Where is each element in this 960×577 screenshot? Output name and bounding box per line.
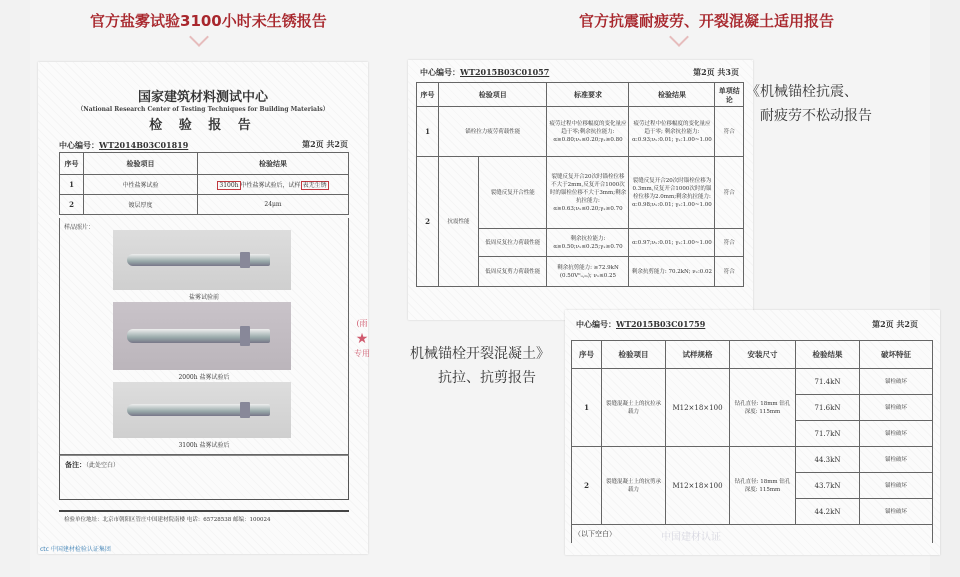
table-row: 44.2kN 锚栓破坏: [572, 499, 933, 525]
header-result: 检验结果: [198, 153, 349, 175]
remarks-box: 备注：（此处空白）: [59, 455, 349, 500]
header-no: 序号: [60, 153, 84, 175]
seismic-fatigue-table: 序号 检验项目 标准要求 检验结果 单项结论 1 锚栓拉力疲劳荷载性能 疲劳过程中位移幅度的变化量应趋于零;剩余抗拉能力: α≥0.80;νₓ≤0.20;γₓ≥0.80 疲劳过程中位移幅度的变化量应趋于零; 剩余抗拉能力: α:0.93;νₓ:0.01; γₓ:1.00~1.00 符合 2 抗震性能 裂缝反复开合性能 裂缝反复开合20次时锚栓位移不大于2mm,反复开合1000次时的锚栓位移不大于3mm;剩余抗拉能力: α≥0.63;νₓ≤0.20;γₓ≥0.70 裂缝反复开合20次时锚栓位移为0.3mm,反复开合1000次时的锚栓位移为2.0mm;剩余抗拉能力: α:0.98;νₓ:0.01; γₓ:1.00~1.00 符合 低周反复拉力荷载性能 剩余抗拉能力: α≥0.50;νₓ≤0.25;γₓ≥0.70 α:0.97;νₓ:0.01; γₓ:1.00~1.00 符合 低周反复剪力荷载性能 剩余抗剪能力: ≥72.9kN (0.50V⁰ᵤ,ₘ); νₓ≤0.25 剩余抗剪能力: 70.2kN; νₓ:0.02 符合: [416, 82, 744, 287]
highlight-3100h: 3100h: [219, 182, 239, 189]
headline-seismic-fatigue: 官方抗震耐疲劳、开裂混凝土适用报告: [579, 12, 835, 30]
org-name-en: （National Research Center of Testing Techniques for Building Materials）: [77, 106, 329, 113]
page-indicator: 第2页 共3页: [693, 67, 739, 77]
star-icon: ★: [355, 331, 369, 347]
sample-photos: 样品照片： 盐雾试验前 2000h 盐雾试验后 3100h 盐雾试验后: [59, 218, 349, 455]
blank-note: （以下空白）: [572, 525, 933, 543]
table-row: 1 中性盐雾试验 3100h 中性盐雾试验后，试样 表无生锈: [60, 175, 349, 195]
center-number: 中心编号：WT2015B03C01759: [576, 319, 706, 329]
photo-2000h: [113, 302, 291, 370]
headline-salt-spray: 官方盐雾试验3100小时未生锈报告: [90, 12, 327, 30]
header-item: 检验项目: [84, 153, 198, 175]
highlight-no-rust: 表无生锈: [302, 182, 327, 189]
table-row: 低周反复剪力荷载性能 剩余抗剪能力: ≥72.9kN (0.50V⁰ᵤ,ₘ); νₓ≤0.25 剩余抗剪能力: 70.2kN; νₓ:0.02 符合: [417, 257, 744, 287]
table-row: 71.7kN 锚栓破坏: [572, 421, 933, 447]
page-indicator: 第2页 共2页: [302, 139, 348, 149]
anchor-bolt-image: [127, 404, 269, 415]
org-name-cn: 国家建筑材料测试中心: [137, 90, 268, 105]
footer-address: 检验单位地址：北京市朝阳区管庄中国建材院南楼 电话：65728538 邮编：100024: [64, 517, 271, 523]
seal-stamp: (雨 ★ 专用: [354, 319, 370, 358]
table-row: 低周反复拉力荷载性能 剩余抗拉能力: α≥0.50;νₓ≤0.25;γₓ≥0.70 α:0.97;νₓ:0.01; γₓ:1.00~1.00 符合: [417, 229, 744, 257]
photo-before-test: [113, 230, 291, 290]
watermark: 中国建材认证: [661, 532, 721, 543]
anchor-bolt-image: [127, 329, 269, 343]
seismic-fatigue-report: [408, 60, 753, 320]
annotation-fatigue: 《机械锚栓抗震、 耐疲劳不松动报告: [746, 84, 872, 124]
footer-divider: [59, 510, 349, 512]
salt-spray-report: [38, 62, 368, 554]
report-title: 检 验 报 告: [149, 118, 257, 133]
table-row: 2 镀层厚度 24μm: [60, 195, 349, 215]
table-row: 2 裂缝混凝土上的抗剪承载力 M12×18×100 钻孔直径: 18mm 钻孔深度: 115mm 44.3kN 锚栓破坏: [572, 447, 933, 473]
page-indicator: 第2页 共2页: [872, 319, 918, 329]
cracked-concrete-report: [565, 310, 940, 555]
cracked-concrete-table: 序号 检验项目 试样规格 安装尺寸 检验结果 破坏特征 1 裂缝混凝土上的抗拉承载力 M12×18×100 钻孔直径: 18mm 钻孔深度: 115mm 71.4kN 锚栓破坏 71.6kN 锚栓破坏 71.7kN 锚栓破坏 2 裂缝混凝土上的抗剪承载力 M12×18×100 钻孔直径: 18mm 钻孔深度: 115mm 44.3kN 锚栓破坏 43.7kN 锚栓破坏 44.2kN 锚栓破坏 （以下空白）: [571, 340, 933, 543]
table-row: 1 裂缝混凝土上的抗拉承载力 M12×18×100 钻孔直径: 18mm 钻孔深度: 115mm 71.4kN 锚栓破坏: [572, 369, 933, 395]
center-number: 中心编号：WT2015B03C01057: [420, 67, 550, 77]
table-row: 43.7kN 锚栓破坏: [572, 473, 933, 499]
left-margin: [0, 0, 30, 577]
center-number: 中心编号：WT2014B03C01819: [59, 140, 189, 150]
ctc-logo: ctc 中国建材检验认证集团: [40, 546, 111, 553]
table-row: 2 抗震性能 裂缝反复开合性能 裂缝反复开合20次时锚栓位移不大于2mm,反复开合1000次时的锚栓位移不大于3mm;剩余抗拉能力: α≥0.63;νₓ≤0.20;γₓ≥0.70 裂缝反复开合20次时锚栓位移为0.3mm,反复开合1000次时的锚栓位移为2.0mm;剩余抗拉能力: α:0.98;νₓ:0.01; γₓ:1.00~1.00 符合: [417, 157, 744, 229]
anchor-bolt-image: [127, 254, 269, 266]
table-row: 1 锚栓拉力疲劳荷载性能 疲劳过程中位移幅度的变化量应趋于零;剩余抗拉能力: α≥0.80;νₓ≤0.20;γₓ≥0.80 疲劳过程中位移幅度的变化量应趋于零; 剩余抗拉能力: α:0.93;νₓ:0.01; γₓ:1.00~1.00 符合: [417, 107, 744, 157]
table-row: 71.6kN 锚栓破坏: [572, 395, 933, 421]
salt-spray-table: [59, 152, 349, 215]
annotation-cracked-concrete: 机械锚栓开裂混凝土》 抗拉、抗剪报告: [410, 346, 550, 386]
photo-3100h: [113, 382, 291, 438]
